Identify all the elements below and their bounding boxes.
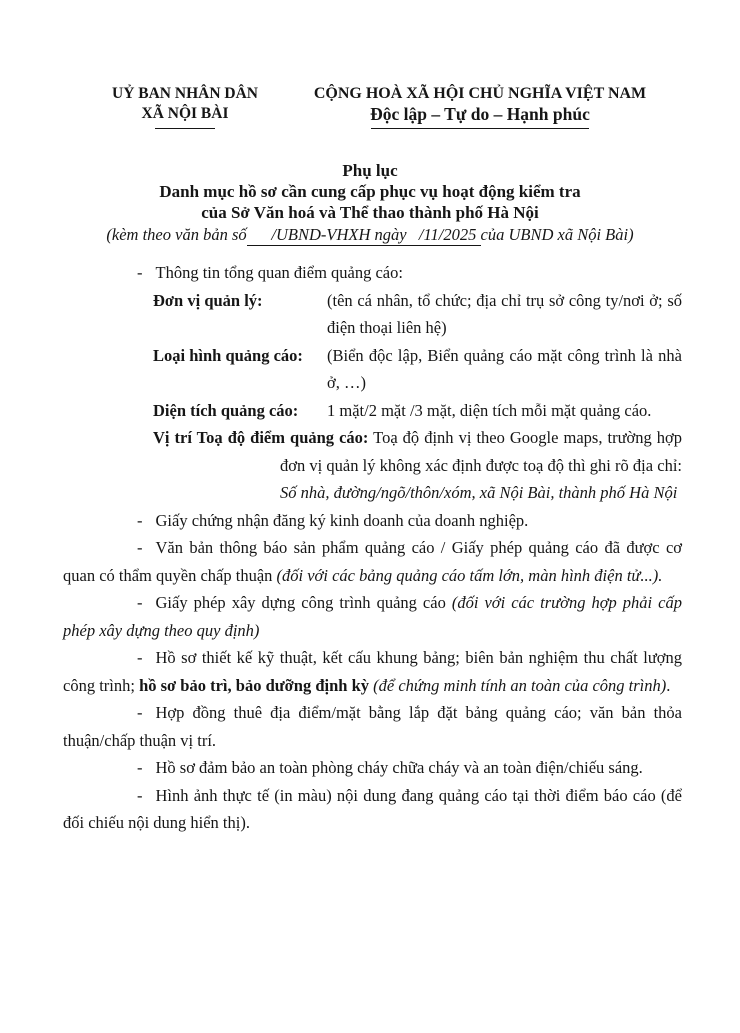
document-body — [63, 259, 682, 837]
list-item-current-photos — [63, 782, 682, 837]
field-label: Đơn vị quản lý: — [153, 290, 263, 310]
appendix-subtitle: của Sở Văn hoá và Thể thao thành phố Hà Nội — [201, 203, 539, 222]
text-segment: (đối với các trường hợp phải cấp phép xây dựng theo quy định) — [63, 593, 682, 640]
text-segment: của UBND xã Nội Bài) — [480, 225, 634, 244]
text-segment: /UBND-VHXH ngày /11/2025 — [246, 225, 481, 244]
text-segment: (để chứng minh tính an toàn của công trình) — [373, 675, 667, 695]
field-row-ad-type — [153, 342, 682, 397]
list-item-text — [156, 758, 643, 777]
dash-bullet: - — [137, 758, 143, 777]
list-item-business-registration — [63, 507, 682, 535]
list-item-text — [63, 703, 682, 750]
text-segment: Giấy phép xây dựng công trình quảng cáo — [155, 593, 452, 612]
text-segment: Thông tin tổng quan điểm quảng cáo: — [155, 263, 403, 282]
dash-bullet: - — [137, 510, 143, 530]
text-segment: (Biển độc lập, Biển quảng cáo mặt công trình là nhà ở, …) — [327, 345, 682, 392]
list-item-text — [63, 786, 682, 833]
list-item-technical-design — [63, 644, 682, 699]
field-label: Vị trí Toạ độ điểm quảng cáo: — [153, 428, 369, 447]
text-segment: (kèm theo văn bản số — [106, 225, 247, 244]
list-item-ad-notification — [63, 534, 682, 589]
field-label: Diện tích quảng cáo: — [153, 400, 299, 420]
text-segment: (tên cá nhân, tổ chức; địa chỉ trụ sở công ty/nơi ở; số điện thoại liên hệ) — [327, 290, 682, 337]
dash-bullet: - — [137, 785, 143, 805]
list-item-text — [63, 538, 682, 585]
field-row-ad-area — [153, 397, 682, 425]
dash-bullet: - — [137, 593, 143, 612]
text-segment: Số nhà, đường/ngõ/thôn/xóm, xã Nội Bài, thành phố Hà Nội — [280, 483, 678, 502]
text-segment: 1 mặt/2 mặt /3 mặt, diện tích mỗi mặt quảng cáo. — [327, 400, 652, 420]
field-value — [327, 397, 682, 425]
dash-bullet: - — [137, 703, 143, 722]
header-underline-left — [155, 128, 215, 129]
list-item-fire-safety — [63, 754, 682, 782]
text-segment: (đối với các bảng quảng cáo tấm lớn, màn hình điện tử...). — [276, 565, 663, 585]
text-segment: . — [666, 675, 671, 695]
dash-bullet: - — [137, 648, 143, 667]
header-underline-right — [371, 128, 589, 129]
national-motto: Độc lập – Tự do – Hạnh phúc — [370, 104, 590, 124]
text-segment: Giấy chứng nhận đăng ký kinh doanh của doanh nghiệp. — [155, 510, 529, 530]
list-item-text — [156, 511, 529, 530]
text-segment: hồ sơ bảo trì, bảo dưỡng định kỳ — [139, 675, 374, 695]
dash-bullet: - — [137, 538, 143, 557]
text-segment: Toạ độ định vị theo Google maps, trường hợp đơn vị quản lý không xác định được toạ độ thì ghi rõ địa chỉ: — [280, 428, 682, 475]
list-item-construction-permit — [63, 589, 682, 644]
authority-name: UỶ BAN NHÂN DÂN — [112, 85, 258, 102]
text-segment: Văn bản thông báo sản phẩm quảng cáo / Giấy phép quảng cáo đã được cơ quan có thẩm quyền chấp thuận — [63, 538, 682, 585]
list-item-text — [63, 648, 682, 695]
dash-bullet: - — [137, 263, 143, 282]
national-motto-block — [310, 84, 650, 129]
list-item-text — [63, 593, 682, 640]
authority-unit: XÃ NỘI BÀI — [141, 105, 229, 122]
list-item-text — [156, 263, 403, 282]
national-title: CỘNG HOÀ XÃ HỘI CHỦ NGHĨA VIỆT NAM — [313, 85, 647, 102]
issuing-authority-block — [60, 84, 310, 129]
field-value — [327, 287, 682, 342]
field-row-management-unit — [153, 287, 682, 342]
list-item-overview — [63, 259, 682, 287]
text-segment: Hồ sơ thiết kế kỹ thuật, kết cấu khung bảng; biên bản nghiệm thu chất lượng công trình; — [63, 648, 682, 695]
field-row-location-coordinates — [153, 424, 682, 507]
document-header — [0, 84, 740, 129]
appendix-title: Danh mục hồ sơ cần cung cấp phục vụ hoạt động kiểm tra — [159, 182, 581, 201]
text-segment: Hồ sơ đảm bảo an toàn phòng cháy chữa cháy và an toàn điện/chiếu sáng. — [155, 758, 643, 777]
list-item-lease-contract — [63, 699, 682, 754]
field-value — [327, 342, 682, 397]
field-label: Loại hình quảng cáo: — [153, 345, 303, 365]
title-block — [0, 160, 740, 246]
text-segment: Hình ảnh thực tế (in màu) nội dung đang quảng cáo tại thời điểm báo cáo (để đối chiếu nội dung hiển thị). — [63, 785, 682, 832]
appendix-label: Phụ lục — [342, 161, 398, 180]
issuing-note — [0, 223, 740, 246]
text-segment: Hợp đồng thuê địa điểm/mặt bằng lắp đặt bảng quảng cáo; văn bản thỏa thuận/chấp thuận vị trí. — [63, 703, 682, 750]
